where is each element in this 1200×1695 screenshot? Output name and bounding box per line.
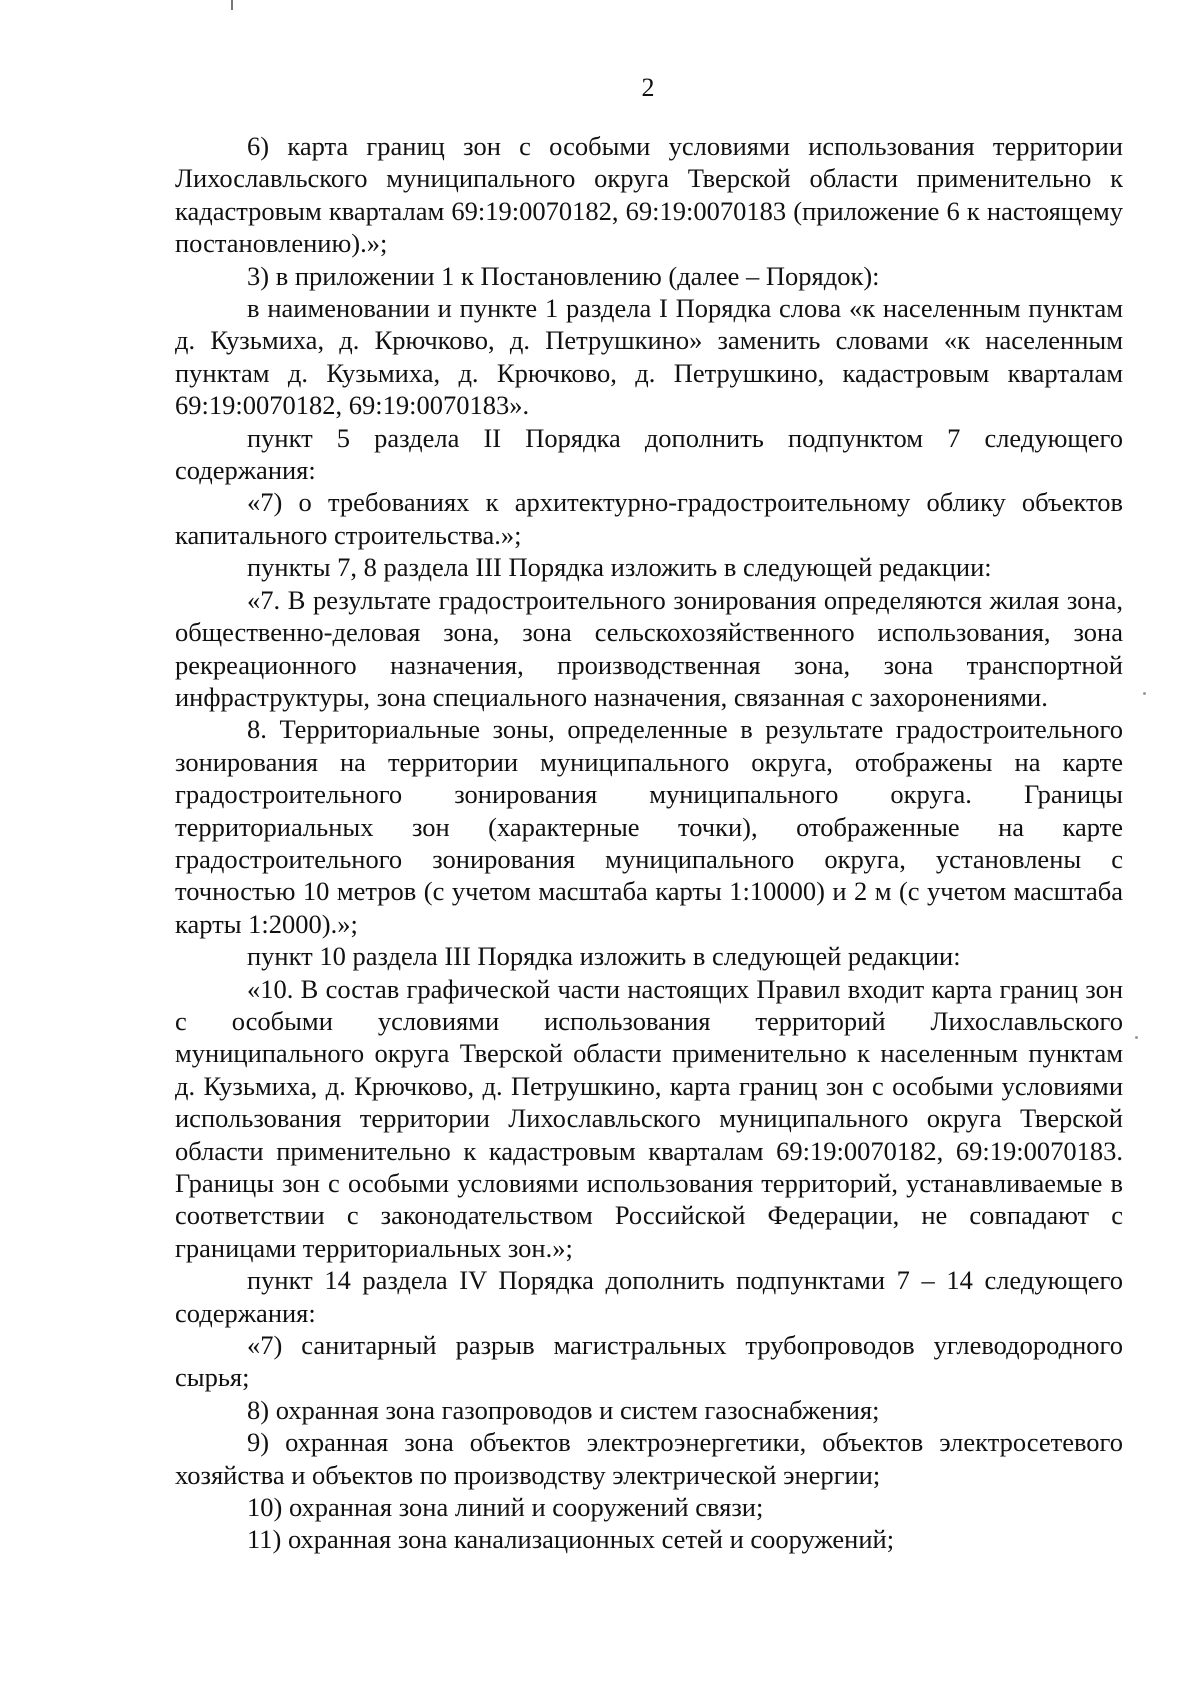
scan-artifact-dot: [1135, 1036, 1138, 1039]
paragraph: 11) охранная зона канализационных сетей и сооружений;: [247, 1524, 895, 1555]
scan-artifact-dot: [1143, 692, 1146, 695]
paragraph: 8. Территориальные зоны, определенные в результате градостроительного зонирования на территории муниципального округа, отображены на карте градостроительного зонирования муниципального округа. Границы территориальных зон (характерные точки), отображенные на карте градостроительного зонирования муниципального округа, установлены с точностью 10 метров (с учетом масштаба карты 1:10000) и 2 м (с учетом масштаба карты 1:2000).»;: [175, 714, 1123, 939]
paragraph: пункт 5 раздела II Порядка дополнить подпунктом 7 следующего содержания:: [175, 422, 1123, 486]
paragraph: 9) охранная зона объектов электроэнергетики, объектов электросетевого хозяйства и объектов по производству электрической энергии;: [175, 1427, 1123, 1490]
page-number: 2: [641, 73, 655, 102]
paragraph: в наименовании и пункте 1 раздела I Порядка слова «к населенным пунктам д. Кузьмиха, д. Крючково, д. Петрушкино» заменить словами «к населенным пунктам д. Кузьмиха, д. Крючково, д. Петрушкино, кадастровым кварталам 69:19:0070182, 69:19:0070183».: [175, 293, 1123, 421]
paragraph: пункт 14 раздела IV Порядка дополнить подпунктами 7 – 14 следующего содержания:: [175, 1265, 1123, 1328]
scan-artifact-mark: [231, 0, 233, 10]
document-body: [175, 130, 1123, 1556]
paragraph: «10. В состав графической части настоящих Правил входит карта границ зон с особыми условиями использования территорий Лихославльского муниципального округа Тверской области применительно к населенным пунктам д. Кузьмиха, д. Крючково, д. Петрушкино, карта границ зон с особыми условиями использования территории Лихославльского муниципального округа Тверской области применительно к кадастровым кварталам 69:19:0070182, 69:19:0070183. Границы зон с особыми условиями использования территорий, устанавливаемые в соответствии с законодательством Российской Федерации, не совпадают с границами территориальных зон.»;: [175, 973, 1123, 1263]
paragraph: «7. В результате градостроительного зонирования определяются жилая зона, общественно-деловая зона, зона сельскохозяйственного использования, зона рекреационного назначения, производственная зона, зона транспортной инфраструктуры, зона специального назначения, связанная с захоронениями.: [175, 584, 1123, 712]
paragraph: 3) в приложении 1 к Постановлению (далее – Порядок):: [247, 260, 880, 291]
paragraph: 10) охранная зона линий и сооружений связи;: [247, 1492, 764, 1523]
paragraph: 8) охранная зона газопроводов и систем газоснабжения;: [247, 1394, 880, 1425]
paragraph: пункт 10 раздела III Порядка изложить в следующей редакции:: [247, 941, 961, 972]
paragraph: пункты 7, 8 раздела III Порядка изложить в следующей редакции:: [247, 552, 992, 583]
paragraph: «7) санитарный разрыв магистральных трубопроводов углеводородного сырья;: [175, 1330, 1123, 1393]
paragraph: «7) о требованиях к архитектурно-градостроительному облику объектов капитального строительства.»;: [175, 487, 1123, 550]
paragraph: 6) карта границ зон с особыми условиями использования территории Лихославльского муниципального округа Тверской области применительно к кадастровым кварталам 69:19:0070182, 69:19:0070183 (приложение 6 к настоящему постановлению).»;: [175, 131, 1123, 259]
